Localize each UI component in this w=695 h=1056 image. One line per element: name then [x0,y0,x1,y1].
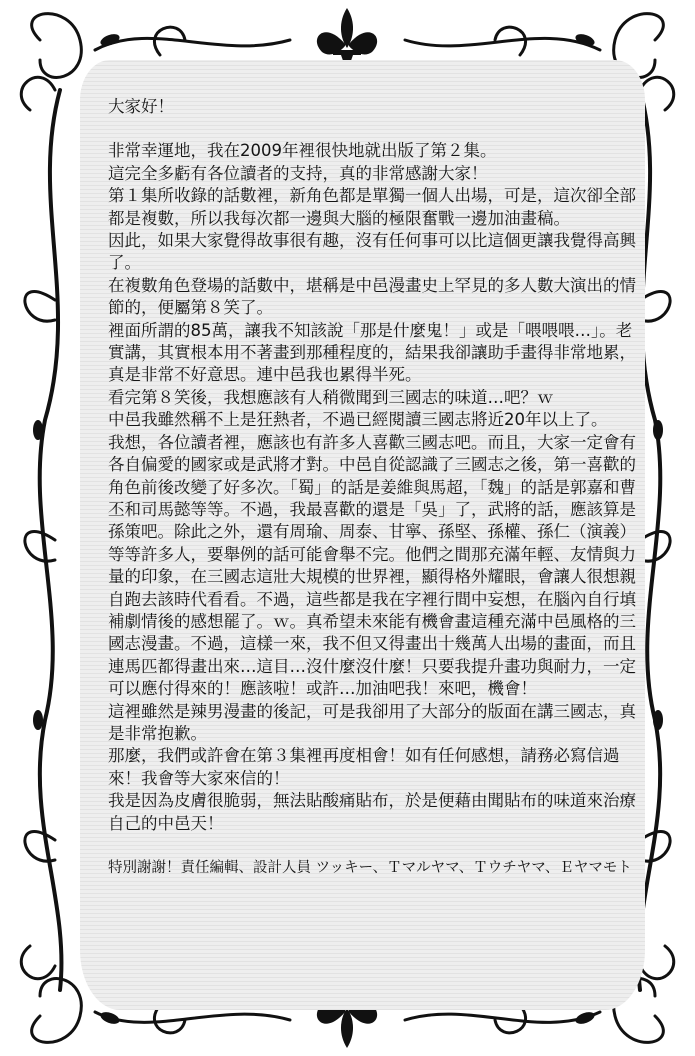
paragraph: 那麼，我們或許會在第３集裡再度相會！如有任何感想，請務必寫信過來！我會等大家來信的！ [108,746,620,788]
paragraph: 在複數角色登場的話數中，堪稱是中邑漫畫史上罕見的多人數大演出的情節的，便屬第８笑了。 [108,275,636,318]
paragraph: 裡面所謂的85萬，讓我不知該說「那是什麼鬼！」或是「喂喂喂…」。老實講，其實根本用不著畫到那種程度的，結果我卻讓助手畫得非常地累，真是非常不好意思。連中邑我也累得半死。 [108,320,636,385]
paragraph: 我想，各位讀者裡，應該也有許多人喜歡三國志吧。而且，大家一定會有各自偏愛的國家或是武將才對。中邑自從認識了三國志之後，第一喜歡的角色前後改變了好多次。「蜀」的話是姜維與馬超，「魏」的話是郭嘉和曹丕和司馬懿等等。不過，我最喜歡的還是「吳」了，武將的話，應該算是孫策吧。除此之外，還有周瑜、周泰、甘寧、孫堅、孫權、孫仁（演義）等等許多人，要舉例的話可能會舉不完。他們之間那充滿年輕、友情與力量的印象，在三國志這壯大規模的世界裡，顯得格外耀眼，會讓人很想親自跑去該時代看看。不過，這些都是我在字裡行間中妄想，在腦內自行填補劇情後的感想罷了。ｗ。真希望未來能有機會畫這種充滿中邑風格的三國志漫畫。不過，這樣一來，我不但又得畫出十幾萬人出場的畫面，而且連馬匹都得畫出來…這目…沒什麼沒什麼！只要我提升畫功與耐力，一定可以應付得來的！應該啦！或許…加油吧我！來吧，機會！ [108,432,636,699]
paragraph: 這完全多虧有各位讀者的支持，真的非常感謝大家！ [108,163,488,183]
paragraph: 我是因為皮膚很脆弱，無法貼酸痛貼布，於是便藉由聞貼布的味道來治療自己的中邑天！ [108,791,636,833]
paragraph: 中邑我雖然稱不上是狂熱者，不過已經閱讀三國志將近20年以上了。 [108,410,608,430]
paragraph: 看完第８笑後，我想應該有人稍微聞到三國志的味道…吧？ｗ [108,387,554,407]
paragraph: 這裡雖然是辣男漫畫的後記，可是我卻用了大部分的版面在講三國志，真是非常抱歉。 [108,701,636,743]
spacer [108,835,648,857]
paragraph: 因此，如果大家覺得故事很有趣，沒有任何事可以比這個更讓我覺得高興了。 [108,231,636,273]
afterword-text [108,96,648,879]
greeting: 大家好！ [108,97,174,116]
paragraph: 第１集所收錄的話數裡，新角色都是單獨一個人出場，可是，這次卻全部都是複數，所以我每次都一邊與大腦的極限奮戰一邊加油畫稿。 [108,186,636,228]
paragraph: 非常幸運地，我在2009年裡很快地就出版了第２集。 [108,141,497,161]
special-thanks: 特別謝謝！責任編輯、設計人員 ツッキー、Ｔマルヤマ、Ｔウチヤマ、Ｅヤマモト [108,860,632,876]
